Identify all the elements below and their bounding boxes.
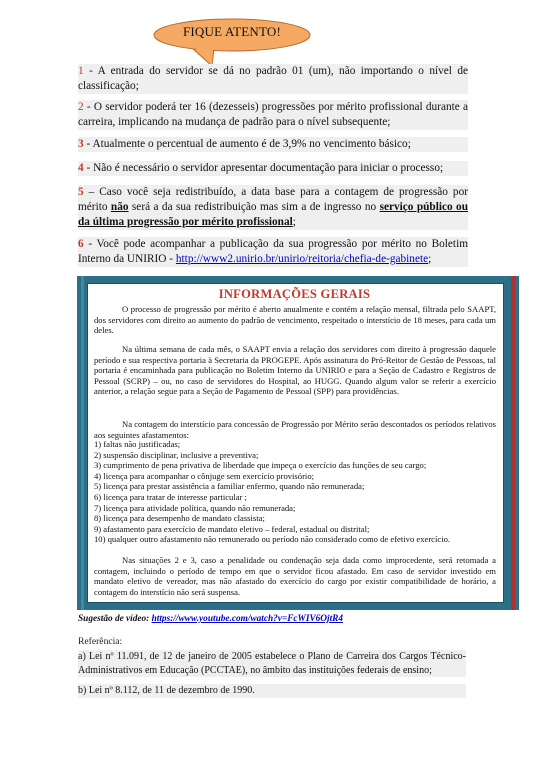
item-text: - A entrada do servidor se dá no padrão 01 (um), não importando o nível de classificação; xyxy=(78,65,468,92)
list-item: 9) afastamento para exercício de mandato eletivo – federal, estadual ou distrital; xyxy=(94,523,370,534)
boletim-link[interactable]: http://www2.unirio.br/unirio/reitoria/chefia-de-gabinete xyxy=(175,253,429,265)
list-item: 5) licença para prestar assistência a familiar enfermo, quando não remunerada; xyxy=(94,481,365,492)
afastamentos-list xyxy=(94,439,496,545)
item-number: 6 xyxy=(78,238,84,250)
item-emphasis-nao: não xyxy=(110,201,129,213)
item-number: 4 xyxy=(78,162,84,174)
item-text: ; xyxy=(292,216,296,228)
list-item: 10) qualquer outro afastamento não remunerado ou período não considerado como de efetivo exercício. xyxy=(94,534,451,545)
list-item: 4) licença para acompanhar o cônjuge sem exercício provisório; xyxy=(94,470,315,481)
callout-text: FIQUE ATENTO! xyxy=(182,24,282,39)
item-emphasis: serviço público ou da última progressão por mérito profissional xyxy=(78,201,468,228)
item-number: 3 xyxy=(78,138,84,150)
item-text: ; xyxy=(428,253,432,265)
notice-item-3 xyxy=(78,137,468,152)
notice-item-5 xyxy=(78,185,468,230)
item-text: - O servidor poderá ter 16 (dezesseis) progressões por mérito profissional durante a carreira, implicando na mudança de padrão para o nível subsequente; xyxy=(78,101,468,128)
list-item: 6) licença para tratar de interesse particular ; xyxy=(94,491,247,502)
item-number: 1 xyxy=(78,65,84,77)
info-title: INFORMAÇÕES GERAIS xyxy=(218,287,371,301)
notice-item-2 xyxy=(78,100,468,130)
notice-item-1 xyxy=(78,64,468,94)
references-label: Referência: xyxy=(78,636,123,647)
list-item: 7) licença para atividade política, quando não remunerada; xyxy=(94,502,296,513)
list-item: 3) cumprimento de pena privativa de liberdade que impeça o exercício das funções de seu cargo; xyxy=(94,460,427,471)
list-item: 1) faltas não justificadas; xyxy=(94,439,181,449)
reference-a: a) Lei nº 11.091, de 12 de janeiro de 2005 estabelece o Plano de Carreira dos Cargos Técnico-Administrativos em Educação (PCCTAE), no âmbito das instituições federais de ensino; xyxy=(78,651,466,676)
frame-stripe-left xyxy=(81,276,84,610)
notice-item-6 xyxy=(78,237,468,267)
info-paragraph-2: Na última semana de cada mês, o SAAPT envia a relação dos servidores com direito à progressão daquele período e sua respectiva portaria à Secretaria da PROGEPE. Após assinatura do Pró-Reitor de Gestão de Pessoas, tal portaria é encaminhada para publicação no Boletim Interno da UNIRIO e para a Seção de Cadastro e Registros de Pessoal (SCRP) – ou, no caso de servidores do Hospital, ao HUGG. Quando algum valor se referir a exercício anterior, a relação segue para a Seção de Pagamento de Pessoal (SPP) para providências. xyxy=(94,344,496,397)
item-number: 5 xyxy=(78,186,84,198)
frame-stripe-right xyxy=(511,276,515,610)
reference-b: b) Lei nº 8.112, de 11 de dezembro de 1990. xyxy=(78,684,466,698)
item-text: - Atualmente o percentual de aumento é de 3,9% no vencimento básico; xyxy=(86,138,411,150)
item-text: será a da sua redistribuição mas sim a de ingresso no xyxy=(128,201,380,213)
notice-item-4 xyxy=(78,161,468,176)
item-number: 2 xyxy=(78,101,84,113)
list-item: 8) licença para desempenho de mandato classista; xyxy=(94,513,265,524)
item-text: – Caso você seja redistribuído, a data base para a contagem de progressão por mérito xyxy=(78,186,468,213)
video-suggestion xyxy=(78,614,343,624)
list-item: 2) suspensão disciplinar, inclusive a preventiva; xyxy=(94,449,259,460)
info-paragraph-1: O processo de progressão por mérito é aberto anualmente e contém a relação mensal, filtrada pelo SAAPT, dos servidores com direito ao aumento do padrão de vencimento, respeitado o interstício de 18 meses, para cada um deles. xyxy=(94,304,496,336)
item-text: - Você pode acompanhar a publicação da sua progressão por mérito no Boletim Interno da UNIRIO - xyxy=(78,238,468,265)
item-text: - Não é necessário o servidor apresentar documentação para iniciar o processo; xyxy=(86,162,444,174)
info-paragraph-3: Na contagem do interstício para concessão de Progressão por Mérito serão descontados os períodos relativos aos seguintes afastamentos: xyxy=(94,419,496,440)
info-paragraph-4: Nas situações 2 e 3, caso a penalidade ou condenação seja dada como improcedente, será retomada a contagem, incluindo o período de tempo em que o servidor ficou afastado. Em caso de servidor investido em mandato eletivo de vereador, mas não afastado do exercício do cargo por existir compatibilidade de horário, a contagem do interstício não será suspensa. xyxy=(94,555,496,597)
callout-bubble xyxy=(152,18,312,52)
video-link[interactable]: https://www.youtube.com/watch?v=FcWIV6OjtR4 xyxy=(151,614,344,624)
video-label: Sugestão de vídeo: xyxy=(78,614,152,624)
